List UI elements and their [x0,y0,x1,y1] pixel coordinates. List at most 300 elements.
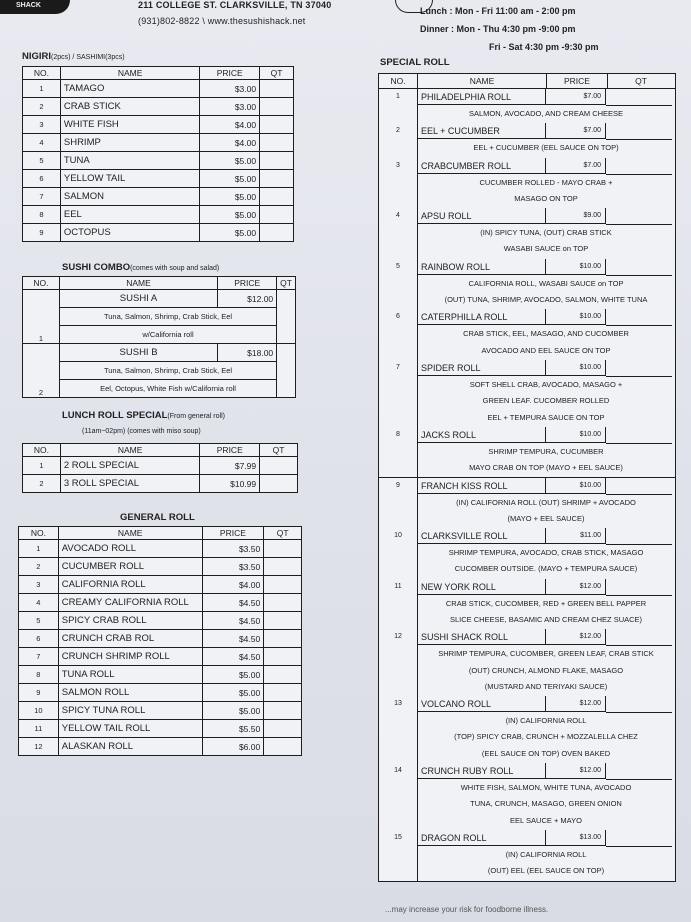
item-description-block [379,276,675,309]
table-row [379,360,675,376]
table-row [19,684,302,702]
quantity-cell[interactable] [260,170,294,188]
contact-info: (931)802-8822 \ www.thesushishack.net [138,16,306,26]
item-description: SHRIMP TEMPURA, CUCOMBER, GREEN LEAF, CRAB STICK [438,649,654,659]
item-price: $12.00 [546,696,606,712]
item-number: 11 [379,579,418,630]
col-price: PRICE [200,444,260,457]
item-name: PHILADELPHIA ROLL [418,89,546,105]
table-row [379,309,675,325]
item-description: WHITE FISH, SALMON, WHITE TUNA, AVOCADO [460,783,632,793]
nigiri-table [22,66,294,242]
item-number: 15 [379,830,418,881]
item-name: CUCUMBER ROLL [58,558,202,576]
item-description: SHRIMP TEMPURA, CUCUMBER [488,446,604,456]
item-number: 4 [23,134,61,152]
item-price: $10.00 [546,259,606,275]
item-number: 2 [23,344,60,398]
item-name: TUNA ROLL [58,666,202,684]
item-description: (IN) CALIFORNIA ROLL [505,716,587,726]
quantity-cell[interactable] [264,576,302,594]
item-description-block [379,175,675,208]
item-description: MASAGO ON TOP [514,193,578,203]
item-description-block [379,377,675,426]
item-description: CUCUMBER ROLLED - MAYO CRAB + [479,177,613,187]
item-number: 1 [23,290,60,344]
item-name: RAINBOW ROLL [418,259,546,275]
item-price: $9.00 [546,208,606,224]
table-row [23,116,294,134]
item-number: 1 [379,89,418,123]
special-roll-item [378,360,676,428]
table-row [379,158,675,174]
table-row [19,738,302,756]
item-description-block [379,140,675,156]
item-number: 4 [19,594,59,612]
item-description-block [379,545,675,578]
item-description: w/California roll [59,326,276,344]
item-description-block [379,444,675,477]
item-price: $4.50 [202,630,264,648]
col-name: NAME [59,277,217,290]
item-number: 6 [19,630,59,648]
item-name: YELLOW TAIL ROLL [58,720,202,738]
table-row [379,629,675,645]
item-name: YELLOW TAIL [60,170,199,188]
item-description: (IN) CALIFORNIA ROLL (OUT) SHRIMP + AVOCADO [456,497,636,507]
col-price: PRICE [218,277,277,290]
special-roll-item [378,579,676,631]
item-name: CRUNCH SHRIMP ROLL [58,648,202,666]
table-row [23,188,294,206]
table-row [379,427,675,443]
item-price: $7.99 [200,457,260,475]
item-name: 2 ROLL SPECIAL [60,457,200,475]
table-row [19,720,302,738]
col-qt: QT [260,444,298,457]
item-price: $3.50 [202,540,264,558]
item-price: $7.00 [546,89,606,105]
item-name: 3 ROLL SPECIAL [60,475,200,493]
item-description: WASABI SAUCE on TOP [503,244,589,254]
item-description: CALIFORNIA ROLL, WASABI SAUCE on TOP [468,278,624,288]
item-number: 3 [19,576,59,594]
table-row [379,89,675,105]
quantity-cell[interactable] [606,208,672,225]
table-row [23,170,294,188]
item-description: (MAYO + EEL SAUCE) [507,513,585,523]
hours-weekend: Fri - Sat 4:30 pm -9:30 pm [489,42,599,52]
special-roll-item [378,427,676,479]
quantity-cell[interactable] [264,648,302,666]
table-row [23,152,294,170]
item-description: SHRIMP TEMPURA, AVOCADO, CRAB STICK, MASAGO [448,548,644,558]
item-name: SPIDER ROLL [418,360,546,376]
quantity-cell[interactable] [264,684,302,702]
item-name: NEW YORK ROLL [418,579,546,595]
item-price: $5.50 [202,720,264,738]
general-roll-title: GENERAL ROLL [120,512,195,523]
table-row [23,290,296,308]
item-description: (OUT) CRUNCH, ALMOND FLAKE, MASAGO [468,665,624,675]
col-qt: QT [635,76,647,86]
item-price: $5.00 [200,206,260,224]
quantity-cell[interactable] [606,629,672,646]
item-price: $5.00 [202,684,264,702]
item-name: JACKS ROLL [418,427,546,443]
item-description: SALMON, AVOCADO, AND CREAM CHEESE [468,109,624,118]
item-number: 7 [23,188,61,206]
item-name: CALIFORNIA ROLL [58,576,202,594]
special-roll-item [378,158,676,210]
item-price: $3.50 [202,558,264,576]
item-name: AVOCADO ROLL [58,540,202,558]
item-description: (MUSTARD AND TERIYAKI SAUCE) [484,681,608,691]
item-price: $4.00 [200,116,260,134]
item-price: $4.00 [200,134,260,152]
special-roll-title: SPECIAL ROLL [380,57,450,68]
item-number: 14 [379,763,418,830]
quantity-cell[interactable] [260,98,294,116]
quantity-cell[interactable] [606,123,672,140]
item-description-block [379,847,675,880]
item-description: MAYO CRAB ON TOP (MAYO + EEL SAUCE) [469,463,623,473]
item-description: (IN) CALIFORNIA ROLL [505,850,587,859]
table-row [19,540,302,558]
item-price: $13.00 [546,830,606,846]
item-number: 3 [23,116,61,134]
item-name: CRUNCH CRAB ROL [58,630,202,648]
special-roll-item [378,830,676,882]
item-price: $7.00 [546,158,606,174]
table-row [23,344,296,362]
quantity-cell[interactable] [260,116,294,134]
general-roll-table [18,526,302,756]
item-name: SPICY CRAB ROLL [58,612,202,630]
col-price: PRICE [200,67,260,80]
item-name: CRABCUMBER ROLL [418,158,546,174]
item-description: Eel, Octopus, White Fish w/California roll [59,380,276,398]
quantity-cell[interactable] [606,360,672,377]
table-row [19,702,302,720]
item-price: $5.00 [200,224,260,242]
item-number: 8 [19,666,59,684]
col-qt: QT [264,527,302,540]
item-name: TAMAGO [60,80,199,98]
col-no: NO. [379,74,418,88]
quantity-cell[interactable] [277,344,296,398]
col-price: PRICE [202,527,264,540]
item-description-block [379,780,675,829]
item-price: $12.00 [546,763,606,779]
item-name: CATERPHILLA ROLL [418,309,546,325]
item-name: DRAGON ROLL [418,830,546,846]
item-name: ALASKAN ROLL [58,738,202,756]
table-row [23,457,298,475]
item-description-block [379,225,675,258]
table-row [19,648,302,666]
quantity-cell[interactable] [260,475,298,493]
quantity-cell[interactable] [264,720,302,738]
table-row [379,123,675,139]
quantity-cell[interactable] [606,427,672,444]
restaurant-logo: SHACK [0,0,70,14]
item-number: 8 [379,427,418,478]
item-number: 12 [379,629,418,696]
table-row [19,594,302,612]
quantity-cell[interactable] [260,188,294,206]
quantity-cell[interactable] [264,702,302,720]
item-name: TUNA [60,152,199,170]
special-roll-item [378,763,676,831]
item-description-block [379,495,675,528]
quantity-cell[interactable] [260,457,298,475]
table-row [23,80,294,98]
col-name: NAME [60,67,199,80]
item-name: SPICY TUNA ROLL [58,702,202,720]
quantity-cell[interactable] [606,528,672,545]
table-row [19,630,302,648]
table-row [379,830,675,846]
table-row [379,763,675,779]
item-number: 5 [19,612,59,630]
item-description: SLICE CHEESE, BASAMIC AND CREAM CHEZ SUACE) [449,614,643,624]
col-qt: QT [260,67,294,80]
table-row [23,380,296,398]
special-roll-item [378,696,676,764]
item-description-block [379,713,675,762]
item-price: $4.50 [202,648,264,666]
item-description: (OUT) EEL (EEL SAUCE ON TOP) [487,866,605,876]
special-roll-header [378,73,676,89]
item-price: $5.00 [200,170,260,188]
item-price: $10.00 [546,478,606,494]
item-number: 3 [379,158,418,209]
item-name: SALMON [60,188,199,206]
quantity-cell[interactable] [260,152,294,170]
item-description: AVOCADO AND EEL SAUCE ON TOP [481,345,611,355]
table-row [19,666,302,684]
quantity-cell[interactable] [606,89,672,106]
quantity-cell[interactable] [606,763,672,780]
item-price: $18.00 [218,344,277,362]
quantity-cell[interactable] [606,696,672,713]
item-name: EEL + CUCUMBER [418,123,546,139]
item-number: 2 [19,558,59,576]
sushi-combo-table [22,276,296,398]
table-row [379,259,675,275]
item-number: 7 [19,648,59,666]
quantity-cell[interactable] [264,738,302,756]
table-row [379,528,675,544]
item-name: CREAMY CALIFORNIA ROLL [58,594,202,612]
item-number: 13 [379,696,418,763]
item-price: $3.00 [200,80,260,98]
item-name: VOLCANO ROLL [418,696,546,712]
item-description: CUCOMBER OUTSIDE. (MAYO + TEMPURA SAUCE) [454,564,638,574]
item-number: 10 [19,702,59,720]
item-description: CRAB STICK, EEL, MASAGO, AND CUCOMBER [463,329,629,339]
col-price: PRICE [547,74,608,88]
lunch-special-subtitle: (11am~02pm) (comes with miso soup) [82,428,201,435]
item-number: 2 [23,475,61,493]
sushi-combo-title: SUSHI COMBO(comes with soup and salad) [62,262,220,273]
item-number: 4 [379,208,418,259]
item-number: 1 [23,80,61,98]
col-qt: QT [277,277,296,290]
special-roll-item [378,478,676,530]
item-price: $5.00 [200,188,260,206]
special-roll-item [378,528,676,580]
item-description: (TOP) SPICY CRAB, CRUNCH + MOZZALELLA CHEZ [454,732,638,742]
item-name: SALMON ROLL [58,684,202,702]
item-name: EEL [60,206,199,224]
table-row [23,98,294,116]
item-number: 2 [23,98,61,116]
table-row [23,206,294,224]
item-description: Tuna, Salmon, Shrimp, Crab Stick, Eel [59,308,276,326]
footnote: ...may increase your risk for foodborne illness. [385,905,549,914]
quantity-cell[interactable] [264,540,302,558]
quantity-cell[interactable] [260,224,294,242]
item-number: 2 [379,123,418,157]
lunch-special-table [22,443,298,493]
item-name: CLARKSVILLE ROLL [418,528,546,544]
item-price: $10.00 [546,427,606,443]
item-description: EEL + TEMPURA SAUCE ON TOP [487,412,605,422]
lunch-special-title: LUNCH ROLL SPECIAL(From general roll) [62,410,225,421]
table-row [379,208,675,224]
quantity-cell[interactable] [264,612,302,630]
item-name: APSU ROLL [418,208,546,224]
item-price: $4.50 [202,612,264,630]
item-number: 9 [379,478,418,529]
quantity-cell[interactable] [264,558,302,576]
item-description: EEL + CUCUMBER (EEL SAUCE ON TOP) [473,143,619,153]
table-row [379,696,675,712]
item-number: 5 [379,259,418,310]
item-price: $12.00 [218,290,277,308]
item-number: 9 [23,224,61,242]
item-description-block [379,106,675,122]
item-price: $12.00 [546,579,606,595]
item-description: (IN) SPICY TUNA, (OUT) CRAB STICK [480,228,612,238]
item-name: SUSHI B [59,344,217,362]
item-description-block [379,596,675,629]
table-row [19,576,302,594]
item-number: 6 [23,170,61,188]
table-row [23,362,296,380]
item-name: FRANCH KISS ROLL [418,478,546,494]
table-row [23,134,294,152]
table-row [19,612,302,630]
item-description-block [379,646,675,695]
table-row [23,308,296,326]
quantity-cell[interactable] [264,630,302,648]
special-roll-item [378,629,676,697]
item-price: $4.00 [202,576,264,594]
item-description: Tuna, Salmon, Shrimp, Crab Stick, Eel [59,362,276,380]
item-number: 1 [19,540,59,558]
item-description: (OUT) TUNA, SHRIMP, AVOCADO, SALMON, WHITE TUNA [444,295,648,305]
item-number: 7 [379,360,418,427]
item-name: CRAB STICK [60,98,199,116]
special-roll-item [378,89,676,124]
item-number: 12 [19,738,59,756]
special-roll-item [378,309,676,361]
hours-lunch: Lunch : Mon - Fri 11:00 am - 2:00 pm [420,6,576,16]
quantity-cell[interactable] [260,80,294,98]
item-name: OCTOPUS [60,224,199,242]
item-number: 11 [19,720,59,738]
item-description: SOFT SHELL CRAB, AVOCADO, MASAGO + [469,380,623,389]
quantity-cell[interactable] [260,134,294,152]
quantity-cell[interactable] [264,594,302,612]
col-no: NO. [23,444,61,457]
item-price: $5.00 [200,152,260,170]
special-roll-item [378,259,676,311]
table-row [23,224,294,242]
quantity-cell[interactable] [277,290,296,344]
item-number: 1 [23,457,61,475]
quantity-cell[interactable] [606,830,672,847]
hours-dinner: Dinner : Mon - Thu 4:30 pm -9:00 pm [420,24,576,34]
col-no: NO. [19,527,59,540]
table-row [23,326,296,344]
special-roll-item [378,123,676,158]
item-number: 9 [19,684,59,702]
item-description: (EEL SAUCE ON TOP) OVEN BAKED [481,748,611,758]
item-price: $7.00 [546,123,606,139]
item-price: $6.00 [202,738,264,756]
quantity-cell[interactable] [606,259,672,276]
table-row [379,478,675,494]
quantity-cell[interactable] [606,158,672,175]
item-price: $12.00 [546,629,606,645]
item-price: $10.00 [546,360,606,376]
item-number: 10 [379,528,418,579]
table-row [23,475,298,493]
quantity-cell[interactable] [606,309,672,326]
col-name: NAME [60,444,200,457]
table-row [379,579,675,595]
col-no: NO. [23,67,61,80]
quantity-cell[interactable] [264,666,302,684]
item-description: EEL SAUCE + MAYO [510,815,582,825]
item-number: 5 [23,152,61,170]
quantity-cell[interactable] [606,579,672,596]
item-price: $10.99 [200,475,260,493]
quantity-cell[interactable] [260,206,294,224]
item-number: 6 [379,309,418,360]
item-name: SUSHI A [59,290,217,308]
address: 211 COLLEGE ST. CLARKSVILLE, TN 37040 [138,0,332,10]
item-name: SHRIMP [60,134,199,152]
special-roll-item [378,208,676,260]
item-price: $5.00 [202,702,264,720]
item-number: 8 [23,206,61,224]
item-description: TUNA, CRUNCH, MASAGO, GREEN ONION [470,799,622,809]
item-price: $3.00 [200,98,260,116]
nigiri-title: NIGIRI(2pcs) / SASHIMI(3pcs) [22,51,125,62]
col-name: NAME [58,527,202,540]
table-row [19,558,302,576]
item-description: CRAB STICK, CUCOMBER, RED + GREEN BELL PAPPER [445,598,647,608]
item-price: $10.00 [546,309,606,325]
quantity-cell[interactable] [606,478,672,495]
item-description-block [379,326,675,359]
item-name: WHITE FISH [60,116,199,134]
